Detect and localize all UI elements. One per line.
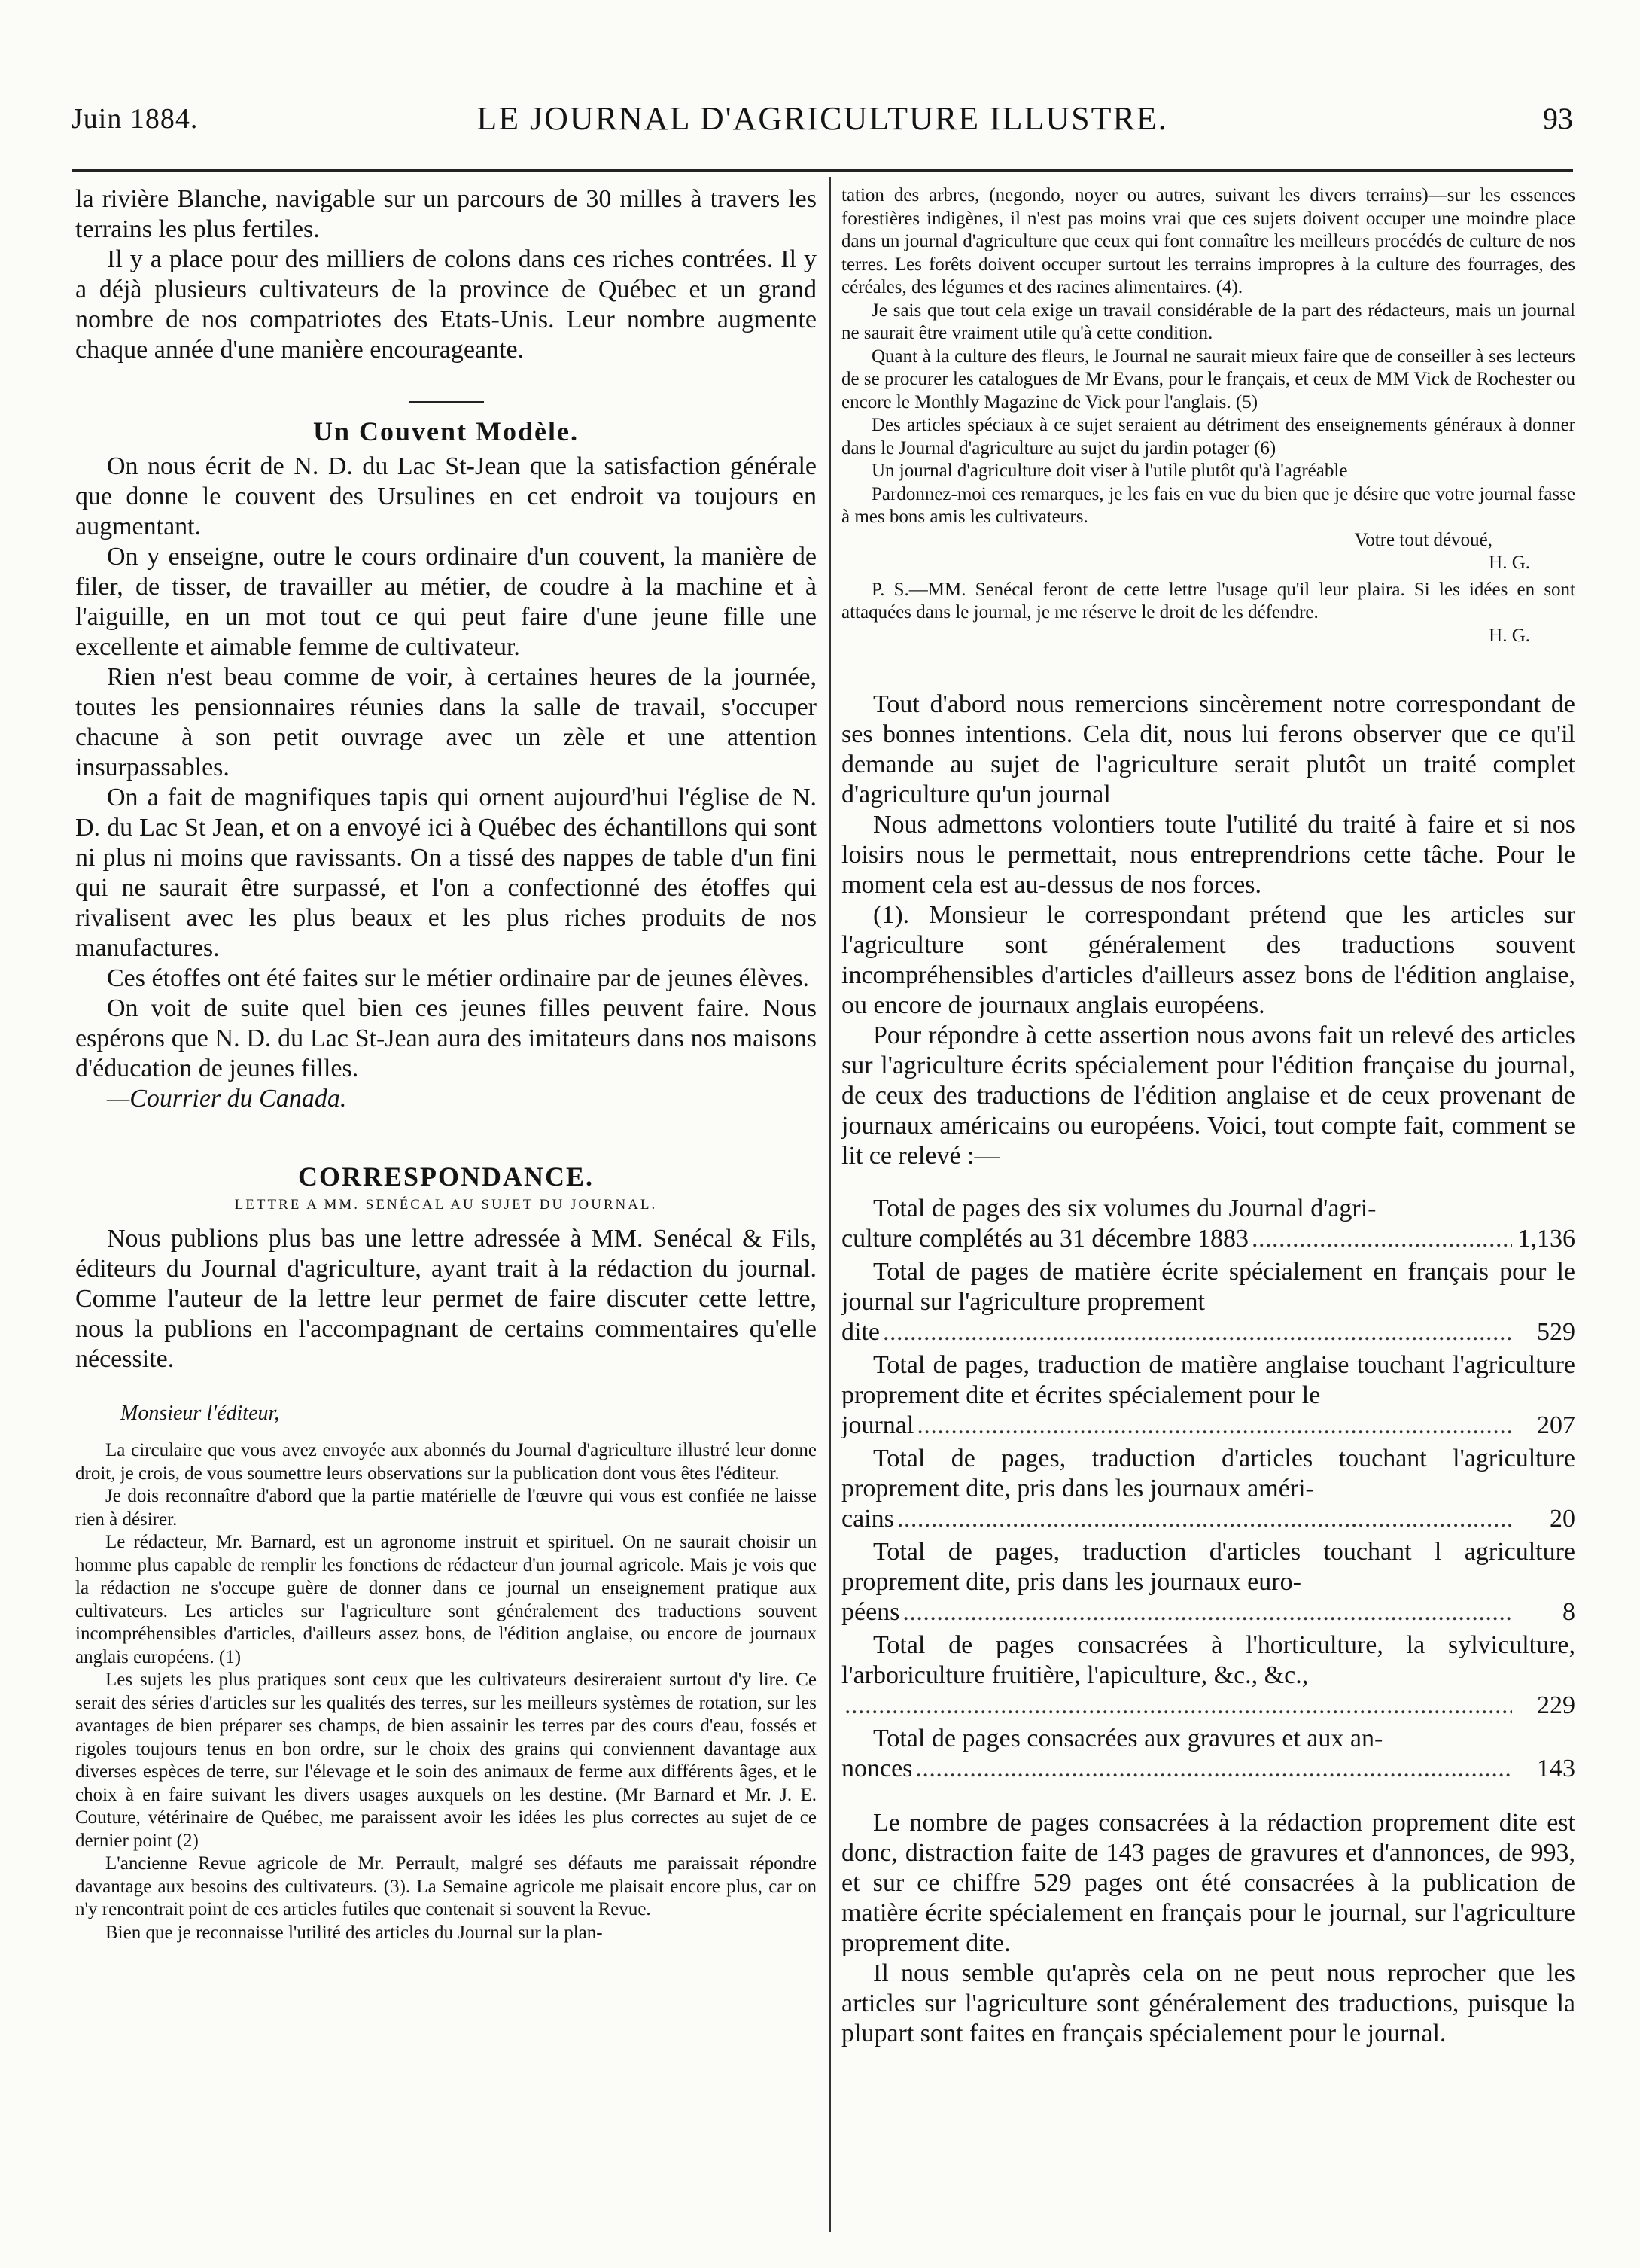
row-text: Total de pages consacrées à l'horticulture, la sylviculture, l'arboriculture fruitière, l'apiculture, &c., &c., [841,1630,1575,1689]
paragraph: Nous admettons volontiers toute l'utilité du traité à faire et si nos loisirs nous le permettait, nous entreprendrions cette tâche. Pour le moment cela est au-dessus de nos forces. [841,810,1575,899]
letter-paragraph: Bien que je reconnaisse l'utilité des articles du Journal sur la plan- [105,1922,603,1943]
leader-dots [902,1597,1512,1627]
letter-paragraph: La circulaire que vous avez envoyée aux abonnés du Journal d'agriculture illustré leur donne droit, je crois, de vous soumettre leurs observations sur la publication dont vous êtes l'éditeur. [75,1440,817,1484]
paragraph: la rivière Blanche, navigable sur un parcours de 30 milles à travers les terrains les plus fertiles. [75,185,817,243]
issue-date: Juin 1884. [72,103,199,135]
row-value: 207 [1537,1411,1575,1439]
header-rule [72,169,1573,172]
letter-salutation: Monsieur l'éditeur, [120,1402,280,1425]
letter-paragraph: L'ancienne Revue agricole de Mr. Perrault, malgré ses défauts me paraissait répondre davantage aux besoins des cultivateurs. (3). La Semaine agricole me plaisait encore plus, car on n'y rencontrait point de ces articles futiles que contenait si souvent la Revue. [75,1853,817,1919]
paragraph: Rien n'est beau comme de voir, à certaines heures de la journée, toutes les pensionnaires réunies dans la salle de travail, s'occuper chacune à son petit ouvrage avec un zèle et une attention insurpassables. [75,663,817,781]
row-value: 529 [1537,1317,1575,1346]
row-label-end: péens [841,1597,900,1626]
row-value: 8 [1562,1597,1575,1626]
row-text: Total de pages, traduction d'articles touchant l'agriculture proprement dite, pris dans les journaux améri- [841,1444,1575,1502]
letter-paragraph: Un journal d'agriculture doit viser à l'utile plutôt qu'à l'agréable [872,461,1348,481]
column-divider [829,177,831,2232]
row-text: Total de pages consacrées aux gravures et aux an- [873,1724,1383,1752]
leader-dots [1252,1224,1512,1254]
letter-paragraph: Pardonnez-moi ces remarques, je les fais en vue du bien que je désire que votre journal fasse à mes bons amis les cultivateurs. [841,483,1575,527]
paragraph: (1). Monsieur le correspondant prétend que les articles sur l'agriculture sont généralement des traductions souvent incompréhensibles d'articles d'ailleurs assez bons de l'édition anglaise, ou encore de journaux anglais européens. [841,900,1575,1019]
letter-paragraph: Le rédacteur, Mr. Barnard, est un agronome instruit et spirituel. On ne saurait choisir un homme plus capable de remplir les fonctions de rédacteur d'un journal agricole. Mais je vois que la rédaction ne s'occupe guère de donner dans ce journal un enseignement pratique aux cultivateurs. Les articles sur l'agriculture sont généralement des traductions souvent incompréhensibles d'articles, d'ailleurs assez bons, de l'édition anglaise, ou encore de journaux anglais européens. (1) [75,1532,817,1667]
paragraph: Le nombre de pages consacrées à la rédaction proprement dite est donc, distraction faite de 143 pages de gravures et d'annonces, de 993, et sur ce chiffre 529 pages ont été consacrées à la publication de matière écrite spécialement en français pour le journal, sur l'agriculture proprement dite. [841,1808,1575,1957]
leader-dots [917,1411,1512,1441]
row-text: Total de pages, traduction de matière anglaise touchant l'agriculture proprement dite et écrites spécialement pour le [841,1350,1575,1409]
page-header [72,96,1573,142]
postscript-signature: H. G. [1489,625,1530,646]
row-text: Total de pages des six volumes du Journal d'agri- [873,1194,1377,1222]
paragraph: Tout d'abord nous remercions sincèrement notre correspondant de ses bonnes intentions. Cela dit, nous lui ferons observer que ce qu'il demande au sujet de l'agriculture serait plutôt un traité complet d'agriculture qu'un journal [841,690,1575,808]
table-row [841,1350,1575,1441]
letter-paragraph: Je dois reconnaître d'abord que la partie matérielle de l'œuvre qui vous est confiée ne laisse rien à désirer. [75,1486,817,1530]
postscript: P. S.—MM. Senécal feront de cette lettre l'usage qu'il leur plaira. Si les idées en sont attaquées dans le journal, je me réserve le droit de les défendre. [841,579,1575,623]
table-row [841,1724,1575,1784]
section-rule [409,401,484,403]
table-row [841,1194,1575,1254]
left-column [75,184,817,1944]
paragraph: On voit de suite quel bien ces jeunes filles peuvent faire. Nous espérons que N. D. du Lac St-Jean aura des imitateurs dans nos maisons d'éducation de jeunes filles. [75,994,817,1082]
row-label-end: culture complétés au 31 décembre 1883 [841,1224,1249,1253]
row-text: Total de pages de matière écrite spécialement en français pour le journal sur l'agriculture proprement [841,1257,1575,1316]
table-row [841,1257,1575,1347]
leader-dots [883,1317,1512,1347]
page-count-table [841,1194,1575,1784]
row-value: 229 [1537,1691,1575,1719]
letter-paragraph: Je sais que tout cela exige un travail considérable de la part des rédacteurs, mais un journal ne saurait être vraiment utile qu'à cette condition. [841,300,1575,343]
section-title-convent: Un Couvent Modèle. [313,416,579,446]
row-value: 1,136 [1517,1224,1575,1253]
leader-dots [915,1754,1512,1784]
letter-closing: Votre tout dévoué, [1354,529,1492,550]
section-subtitle: LETTRE A MM. SENÉCAL AU SUJET DU JOURNAL. [234,1197,658,1213]
paragraph: Il y a place pour des milliers de colons dans ces riches contrées. Il y a déjà plusieurs cultivateurs de la province de Québec et un grand nombre de nos compatriotes des Etats-Unis. Leur nombre augmente chaque année d'une manière encourageante. [75,245,817,364]
letter-paragraph: tation des arbres, (negondo, noyer ou autres, suivant les divers terrains)—sur les essences forestières indigènes, il n'est pas moins vrai que ces sujets doivent occuper une moindre place dans un journal d'agriculture que ceux qui font connaître les meilleurs procédés de culture de nos terres. Les forêts doivent occuper surtout les terrains impropres à la culture des fourrages, des céréales, des légumes et des racines alimentaires. (4). [841,185,1575,297]
table-row [841,1630,1575,1721]
right-column [841,184,1575,2049]
row-label-end: journal [841,1411,914,1439]
source-credit: —Courrier du Canada. [107,1085,347,1113]
row-value: 143 [1537,1754,1575,1782]
leader-dots [897,1504,1512,1534]
page-number: 93 [1543,102,1573,135]
journal-title: LE JOURNAL D'AGRICULTURE ILLUSTRE. [476,100,1168,137]
row-value: 20 [1550,1504,1575,1533]
paragraph: Pour répondre à cette assertion nous avons fait un relevé des articles sur l'agriculture écrits spécialement pour l'édition française du journal, de ceux des traductions de l'édition anglaise et de ceux provenant de journaux américains ou européens. Voici, tout compte fait, comment se lit ce relevé :— [841,1021,1575,1170]
paragraph: Ces étoffes ont été faites sur le métier ordinaire par de jeunes élèves. [107,964,810,992]
paragraph: Nous publions plus bas une lettre adressée à MM. Senécal & Fils, éditeurs du Journal d'agriculture, ayant trait à la rédaction du journal. Comme l'auteur de la lettre leur permet de faire discuter cette lettre, nous la publions en l'accompagnant de certains commentaires qu'elle nécessite. [75,1225,817,1373]
row-label-end: dite [841,1317,880,1346]
table-row [841,1444,1575,1534]
row-label-end: nonces [841,1754,913,1782]
row-text: Total de pages, traduction d'articles touchant l agriculture proprement dite, pris dans les journaux euro- [841,1537,1575,1596]
letter-signature: H. G. [1489,552,1530,573]
letter-paragraph: Quant à la culture des fleurs, le Journal ne saurait mieux faire que de conseiller à ses lecteurs de se procurer les catalogues de Mr Evans, pour le français, et ceux de MM Vick de Rochester ou encore le Monthly Magazine de Vick pour l'anglais. (5) [841,346,1575,413]
letter-paragraph: Les sujets les plus pratiques sont ceux que les cultivateurs desireraient surtout d'y lire. Ce serait des séries d'articles sur les qualités des terres, sur les meilleurs systèmes de rotation, sur les avantages de bien préparer ses champs, de bien assainir les terres par des cours d'eau, fossés et rigoles toujours tenus en bon ordre, sur le choix des grains qui conviennent davantage aux diverses espèces de terre, sur l'élevage et le soin des animaux de ferme aux différents âges, et le choix à en faire suivant les divers usages auxquels on les destine. (Mr Barnard et Mr. J. E. Couture, vétérinaire de Québec, me paraissent avoir les idées les plus correctes au sujet de ce dernier point (2) [75,1670,817,1851]
leader-dots [844,1691,1512,1721]
paragraph: On a fait de magnifiques tapis qui ornent aujourd'hui l'église de N. D. du Lac St Jean, et on a envoyé ici à Québec des échantillons qui sont ni plus ni moins que ravissants. On a tissé des nappes de table d'un fini qui ne saurait être surpassé, et l'on a confectionné des étoffes qui rivalisent avec les plus beaux et les plus riches produits de nos manufactures. [75,784,817,962]
paragraph: On y enseigne, outre le cours ordinaire d'un couvent, la manière de filer, de tisser, de travailler au métier, de coudre à la machine et à l'aiguille, en un mot tout ce qui peut faire d'une jeune fille une excellente et aimable femme de cultivateur. [75,543,817,661]
letter-paragraph: Des articles spéciaux à ce sujet seraient au détriment des enseignements généraux à donner dans le Journal d'agriculture au sujet du jardin potager (6) [841,415,1575,458]
table-row [841,1537,1575,1627]
row-label-end: cains [841,1504,894,1533]
paragraph: Il nous semble qu'après cela on ne peut nous reprocher que les articles sur l'agriculture sont généralement des traductions, puisque la plupart sont faites en français spécialement pour le journal. [841,1959,1575,2047]
paragraph: On nous écrit de N. D. du Lac St-Jean que la satisfaction générale que donne le couvent des Ursulines en cet endroit va toujours en augmentant. [75,452,817,540]
section-title-correspondance: CORRESPONDANCE. [297,1161,595,1192]
